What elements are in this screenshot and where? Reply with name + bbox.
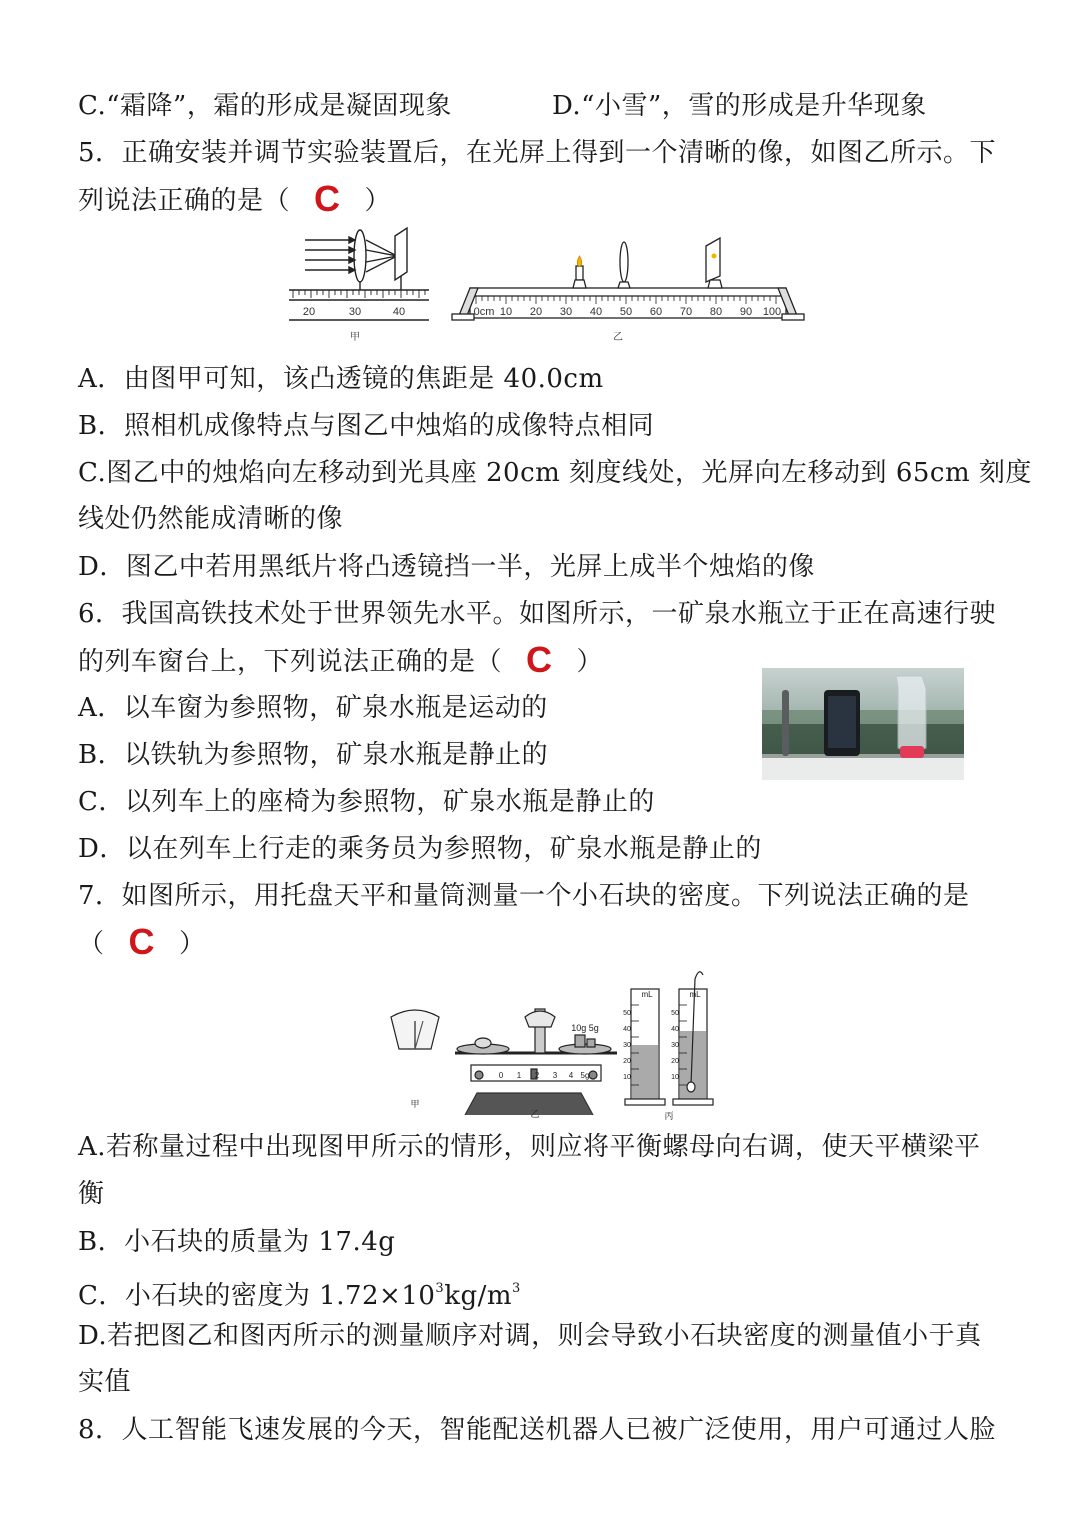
q7-weights-label: 10g 5g [571, 1023, 599, 1033]
q5-close-paren: ） [364, 186, 392, 216]
q7-option-b: B．小石块的质量为 17.4g [78, 1227, 396, 1257]
q5-stem-line2 [78, 179, 1004, 221]
q7-option-c-unit: kg/m [444, 1281, 513, 1311]
q7-stem-line1: 7．如图所示，用托盘天平和量筒测量一个小石块的密度。下列说法正确的是 [78, 881, 970, 911]
q5-jia-tick: 30 [348, 306, 362, 318]
q7-cyl-tick: 20 [623, 1058, 631, 1065]
q5-stem-line1: 5．正确安装并调节实验装置后，在光屏上得到一个清晰的像，如图乙所示。下 [78, 138, 997, 168]
q7-close-paren: ） [179, 929, 206, 959]
q5-jia-tick: 20 [302, 306, 316, 318]
q7-option-c-text: C．小石块的密度为 1.72×10 [78, 1281, 436, 1311]
q6-option-c: C．以列车上的座椅为参照物，矿泉水瓶是静止的 [78, 787, 655, 817]
q7-cyl-tick: 10 [623, 1074, 631, 1081]
q5-option-c-line1: C.图乙中的烛焰向左移动到光具座 20cm 刻度线处，光屏向左移动到 65cm 刻度 [78, 458, 1032, 488]
q6-stem-line1: 6．我国高铁技术处于世界领先水平。如图所示，一矿泉水瓶立于正在高速行驶 [78, 599, 997, 629]
q7-cyl-tick: 50 [671, 1010, 679, 1017]
q7-cyl2-unit: mL [689, 990, 701, 999]
q4-option-d: D.“小雪”，雪的形成是升华现象 [552, 91, 927, 121]
q8-stem-line1: 8．人工智能飞速发展的今天，智能配送机器人已被广泛使用，用户可通过人脸 [78, 1415, 997, 1445]
q7-caption-jia: 甲 [410, 1099, 420, 1109]
q7-option-d-line1: D.若把图乙和图丙所示的测量顺序对调，则会导致小石块密度的测量值小于真 [78, 1321, 982, 1351]
q7-scale-tick: 1 [516, 1071, 522, 1080]
q5-yi-tick: 100 [762, 306, 782, 318]
q7-option-c-exponent: 3 [435, 1281, 445, 1296]
q7-open-paren: （ [78, 929, 105, 959]
q7-cyl-tick: 40 [623, 1026, 631, 1033]
q5-option-c-line2: 线处仍然能成清晰的像 [78, 504, 344, 534]
q7-cyl-tick: 30 [671, 1042, 679, 1049]
q7-scale-tick: 3 [552, 1071, 558, 1080]
q5-option-a: A．由图甲可知，该凸透镜的焦距是 40.0cm [78, 364, 604, 394]
q5-yi-tick: 80 [709, 306, 723, 318]
q6-answer: C [526, 639, 553, 680]
q5-yi-caption: 乙 [613, 332, 623, 343]
q5-option-d: D．图乙中若用黑纸片将凸透镜挡一半，光屏上成半个烛焰的像 [78, 552, 815, 582]
q5-yi-tick: 0cm [473, 306, 495, 318]
q5-yi-tick: 30 [559, 306, 573, 318]
q7-cyl-tick: 40 [671, 1026, 679, 1033]
q4-option-c: C.“霜降”，霜的形成是凝固现象 [78, 91, 452, 121]
q5-figure-yi [448, 232, 808, 347]
q6-option-b: B．以铁轨为参照物，矿泉水瓶是静止的 [78, 740, 549, 770]
q5-option-b: B．照相机成像特点与图乙中烛焰的成像特点相同 [78, 411, 655, 441]
q7-option-a-line2: 衡 [78, 1179, 105, 1209]
q5-figure-jia [285, 222, 433, 347]
q5-yi-tick: 50 [619, 306, 633, 318]
q4-options-row [78, 86, 1004, 126]
q7-answer: C [128, 921, 156, 962]
q7-cyl1-unit: mL [641, 990, 653, 999]
q6-stem-text: 的列车窗台上，下列说法正确的是（ [78, 647, 503, 677]
q7-scale-tick: 5g [580, 1071, 590, 1080]
q7-cyl-tick: 50 [623, 1010, 631, 1017]
q5-yi-tick: 20 [529, 306, 543, 318]
q7-cyl-tick: 10 [671, 1074, 679, 1081]
q7-stem-line2 [78, 922, 1004, 964]
q6-option-a: A．以车窗为参照物，矿泉水瓶是运动的 [78, 693, 548, 723]
q6-option-d: D．以在列车上行走的乘务员为参照物，矿泉水瓶是静止的 [78, 834, 762, 864]
q5-yi-tick: 60 [649, 306, 663, 318]
q7-scale-tick: 2 [534, 1071, 540, 1080]
q7-option-c [78, 1269, 1004, 1316]
q7-option-a-line1: A.若称量过程中出现图甲所示的情形，则应将平衡螺母向右调，使天平横梁平 [78, 1132, 981, 1162]
q5-jia-tick: 40 [392, 306, 406, 318]
q5-yi-tick: 90 [739, 306, 753, 318]
q7-option-c-unit-exponent: 3 [512, 1281, 521, 1296]
q7-scale-tick: 4 [568, 1071, 574, 1080]
q5-stem-text: 列说法正确的是（ [78, 186, 291, 216]
q6-train-window-photo [762, 668, 964, 780]
q5-answer: C [314, 178, 341, 219]
q7-caption-bing: 丙 [664, 1111, 674, 1121]
q5-yi-tick: 10 [499, 306, 513, 318]
q7-figure [385, 965, 715, 1123]
q7-cyl-tick: 30 [623, 1042, 631, 1049]
q5-yi-tick: 40 [589, 306, 603, 318]
q7-option-d-line2: 实值 [78, 1367, 132, 1397]
q7-cyl-tick: 20 [671, 1058, 679, 1065]
q5-jia-caption: 甲 [350, 332, 360, 343]
q7-caption-yi: 乙 [530, 1109, 540, 1119]
q6-close-paren: ） [576, 647, 604, 677]
q5-yi-tick: 70 [679, 306, 693, 318]
q7-scale-tick: 0 [498, 1071, 504, 1080]
